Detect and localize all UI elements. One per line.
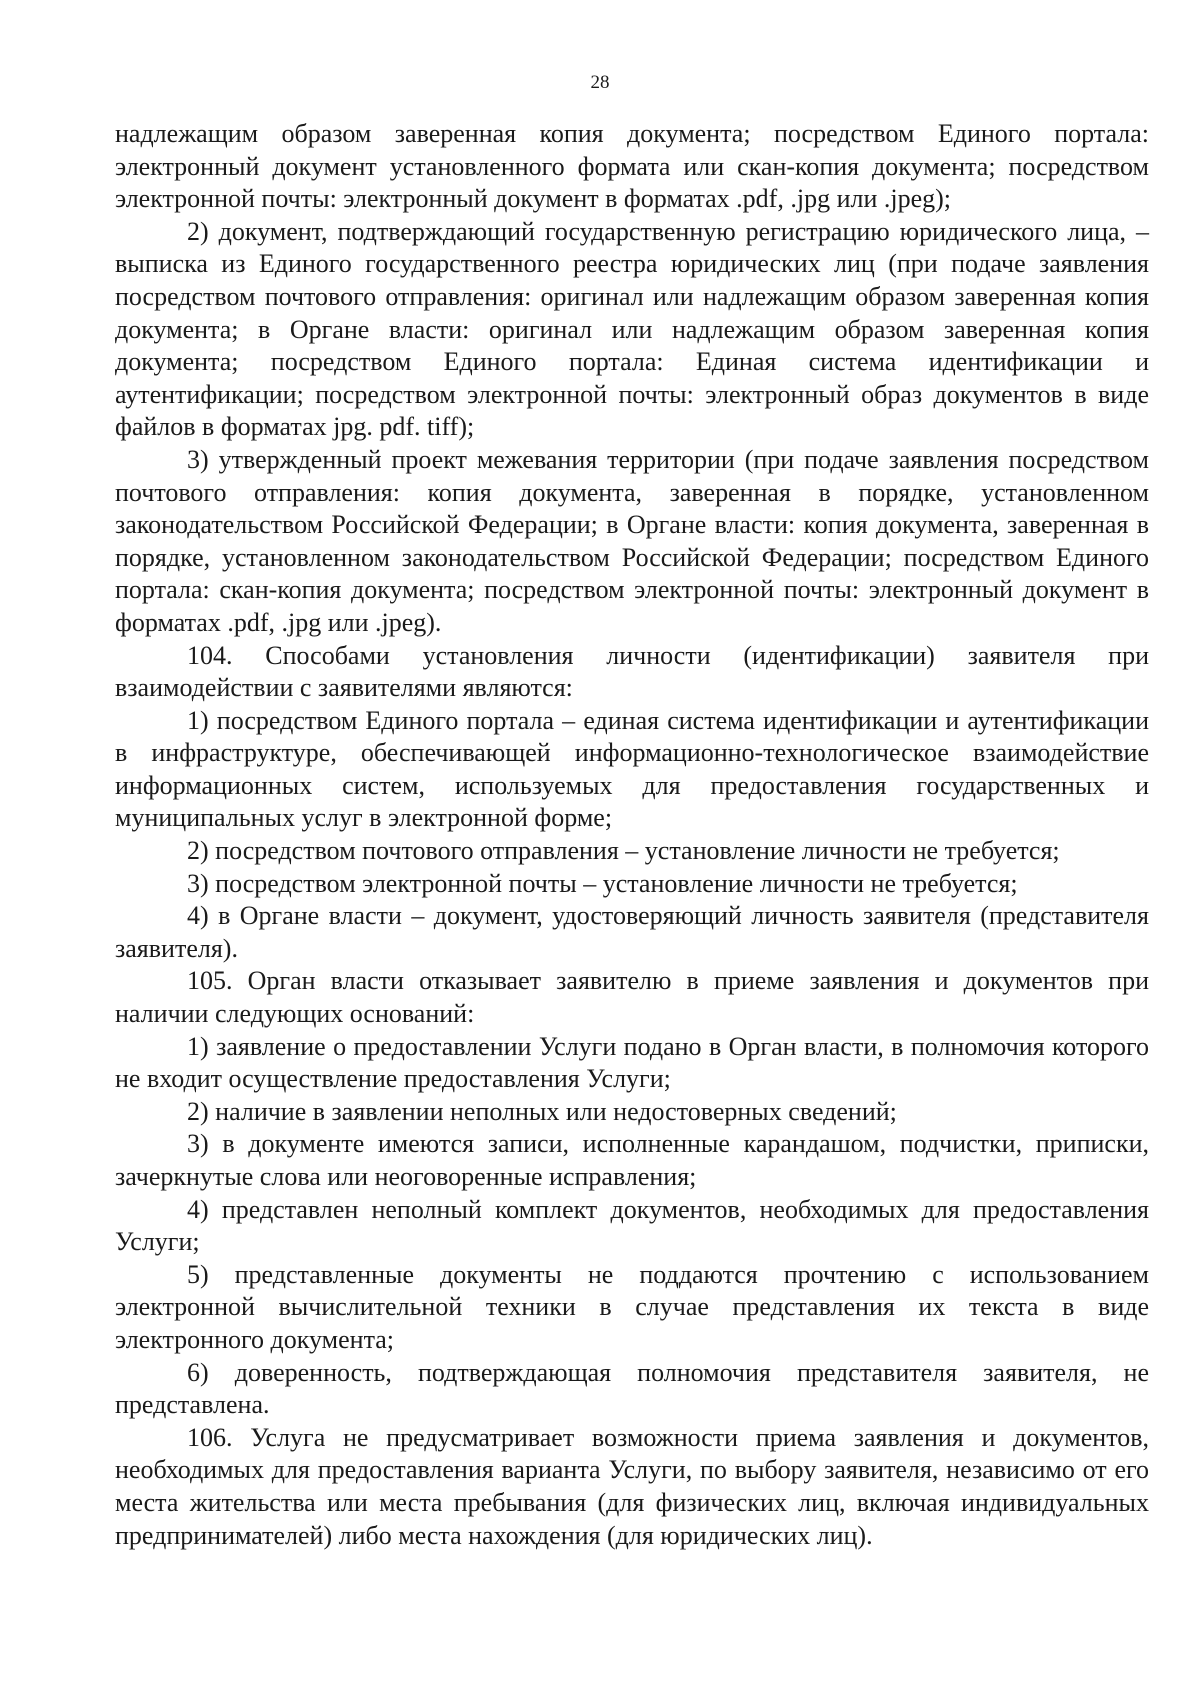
page-number: 28 [590,72,610,93]
paragraph-item-3-survey-project: 3) утвержденный проект межевания территории (при подаче заявления посредством почтового отправления: копия документа, заверенная в порядке, установленном законодательством Российской Федерации; в Органе власти: копия документа, заверенная в порядке, установленном законодательством Российской Федерации; посредством Единого портала: скан-копия документа; посредством электронной почты: электронный документ в форматах .pdf, .jpg или .jpeg). [115,444,1149,637]
paragraph-continuation: надлежащим образом заверенная копия документа; посредством Единого портала: электронный документ установленного формата или скан-копия документа; посредством электронной почты: электронный документ в форматах .pdf, .jpg или .jpeg); [115,119,1149,214]
paragraph-105-item-6: 6) доверенность, подтверждающая полномочия представителя заявителя, не представлена. [115,1357,1149,1420]
paragraph-105-item-4: 4) представлен неполный комплект документов, необходимых для предоставления Услуги; [115,1194,1149,1257]
paragraph-104-item-2: 2) посредством почтового отправления – установление личности не требуется; [187,836,1060,866]
paragraph-105-item-3: 3) в документе имеются записи, исполненные карандашом, подчистки, приписки, зачеркнутые слова или неоговоренные исправления; [115,1129,1149,1191]
paragraph-104-item-3: 3) посредством электронной почты – установление личности не требуется; [187,868,1018,898]
paragraph-105-item-2: 2) наличие в заявлении неполных или недостоверных сведений; [187,1096,897,1126]
paragraph-item-2-state-registration: 2) документ, подтверждающий государственную регистрацию юридического лица, – выписка из Единого государственного реестра юридических лиц (при подаче заявления посредством почтового отправления: оригинал или надлежащим образом заверенная копия документа; в Органе власти: оригинал или надлежащим образом заверенная копия документа; посредством Единого портала: Единая система идентификации и аутентификации; посредством электронной почты: электронный образ документов в виде файлов в форматах jpg. pdf. tiff); [115,216,1149,442]
paragraph-105-item-5: 5) представленные документы не поддаются прочтению с использованием электронной вычислительной техники в случае представления их текста в виде электронного документа; [115,1259,1149,1354]
paragraph-104-item-1: 1) посредством Единого портала – единая система идентификации и аутентификации в инфраструктуре, обеспечивающей информационно-технологическое взаимодействие информационных систем, используемых для предоставления государственных и муниципальных услуг в электронной форме; [115,705,1149,833]
paragraph-105-item-1: 1) заявление о предоставлении Услуги подано в Орган власти, в полномочия которого не входит осуществление предоставления Услуги; [115,1031,1149,1094]
paragraph-104-item-4: 4) в Органе власти – документ, удостоверяющий личность заявителя (представителя заявителя). [115,901,1149,963]
document-body [115,118,1149,1552]
paragraph-clause-104: 104. Способами установления личности (идентификации) заявителя при взаимодействии с заявителями являются: [115,640,1149,703]
paragraph-clause-106: 106. Услуга не предусматривает возможности приема заявления и документов, необходимых для предоставления варианта Услуги, по выбору заявителя, независимо от его места жительства или места пребывания (для физических лиц, включая индивидуальных предпринимателей) либо места нахождения (для юридических лиц). [115,1422,1149,1550]
paragraph-clause-105: 105. Орган власти отказывает заявителю в приеме заявления и документов при наличии следующих оснований: [115,966,1149,1029]
